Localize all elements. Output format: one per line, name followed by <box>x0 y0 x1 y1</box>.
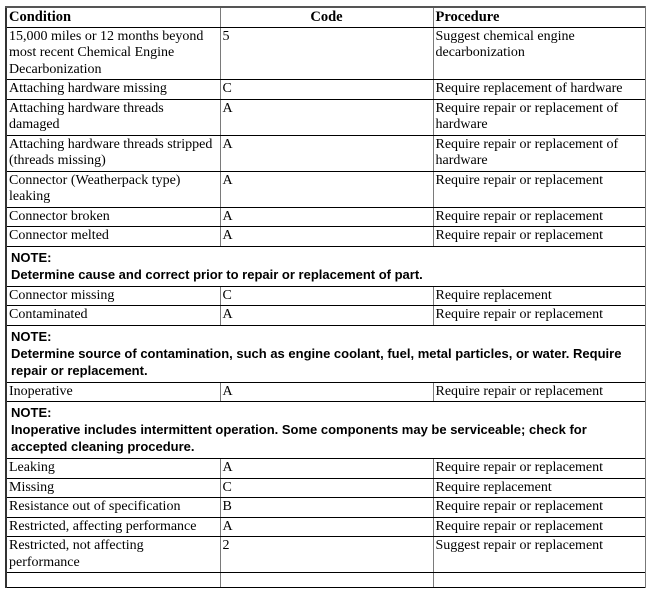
procedure-cell: Require replacement <box>433 478 646 498</box>
note-cell <box>6 325 646 382</box>
condition-cell: Restricted, not affecting performance <box>6 537 220 573</box>
note-cell <box>6 246 646 286</box>
code-cell: A <box>220 171 433 207</box>
code-cell: 2 <box>220 537 433 573</box>
code-cell: A <box>220 99 433 135</box>
condition-cell: Attaching hardware threads damaged <box>6 99 220 135</box>
code-cell: A <box>220 227 433 247</box>
table-row-empty <box>6 573 646 588</box>
table-row <box>6 135 646 171</box>
header-condition: Condition <box>6 7 220 27</box>
table-row <box>6 478 646 498</box>
procedure-cell: Require replacement <box>433 286 646 306</box>
empty-cell <box>220 573 433 588</box>
table-row <box>6 171 646 207</box>
procedure-cell: Require repair or replacement of hardware <box>433 135 646 171</box>
procedure-cell: Require repair or replacement of hardware <box>433 99 646 135</box>
note-row <box>6 246 646 286</box>
code-cell: A <box>220 306 433 326</box>
condition-cell: Attaching hardware missing <box>6 80 220 100</box>
condition-cell: Connector missing <box>6 286 220 306</box>
procedure-cell: Require repair or replacement <box>433 382 646 402</box>
condition-cell: Missing <box>6 478 220 498</box>
table-row <box>6 459 646 479</box>
code-cell: A <box>220 517 433 537</box>
condition-cell: Restricted, affecting performance <box>6 517 220 537</box>
table-row <box>6 286 646 306</box>
code-cell: 5 <box>220 27 433 80</box>
note-cell <box>6 402 646 459</box>
note-row <box>6 402 646 459</box>
condition-cell: Connector (Weatherpack type) leaking <box>6 171 220 207</box>
procedure-cell: Suggest repair or replacement <box>433 537 646 573</box>
note-label: NOTE: <box>11 249 52 265</box>
table-row <box>6 227 646 247</box>
empty-cell <box>433 573 646 588</box>
condition-cell: 15,000 miles or 12 months beyond most recent Chemical Engine Decarbonization <box>6 27 220 80</box>
header-procedure: Procedure <box>433 7 646 27</box>
procedure-cell: Require repair or replacement <box>433 227 646 247</box>
table-row <box>6 207 646 227</box>
condition-cell: Inoperative <box>6 382 220 402</box>
condition-cell: Connector broken <box>6 207 220 227</box>
table-row <box>6 537 646 573</box>
note-text: Inoperative includes intermittent operation. Some components may be serviceable; check for accepted cleaning procedure. <box>11 422 587 454</box>
procedure-cell: Require repair or replacement <box>433 171 646 207</box>
note-text: Determine source of contamination, such as engine coolant, fuel, metal particles, or water. Require repair or replacement. <box>11 345 622 378</box>
procedure-cell: Require replacement of hardware <box>433 80 646 100</box>
procedure-cell: Suggest chemical engine decarbonization <box>433 27 646 80</box>
condition-cell: Leaking <box>6 459 220 479</box>
code-cell: C <box>220 478 433 498</box>
table-row <box>6 99 646 135</box>
procedure-cell: Require repair or replacement <box>433 207 646 227</box>
table-row <box>6 498 646 518</box>
procedure-cell: Require repair or replacement <box>433 459 646 479</box>
table-header-row <box>6 7 646 27</box>
condition-cell: Contaminated <box>6 306 220 326</box>
note-label: NOTE: <box>11 405 52 420</box>
code-cell: A <box>220 459 433 479</box>
table-row <box>6 306 646 326</box>
note-row <box>6 325 646 382</box>
procedure-cell: Require repair or replacement <box>433 498 646 518</box>
table-row <box>6 80 646 100</box>
code-cell: C <box>220 80 433 100</box>
condition-code-table <box>5 6 646 588</box>
code-cell: B <box>220 498 433 518</box>
condition-cell: Resistance out of specification <box>6 498 220 518</box>
table-row <box>6 27 646 80</box>
note-text: Determine cause and correct prior to repair or replacement of part. <box>11 266 423 282</box>
note-label: NOTE: <box>11 328 52 344</box>
procedure-cell: Require repair or replacement <box>433 517 646 537</box>
code-cell: A <box>220 207 433 227</box>
condition-cell: Attaching hardware threads stripped (threads missing) <box>6 135 220 171</box>
code-cell: A <box>220 382 433 402</box>
procedure-cell: Require repair or replacement <box>433 306 646 326</box>
condition-cell: Connector melted <box>6 227 220 247</box>
code-cell: C <box>220 286 433 306</box>
header-code: Code <box>220 7 433 27</box>
inspection-document <box>5 6 645 588</box>
code-cell: A <box>220 135 433 171</box>
table-row <box>6 517 646 537</box>
empty-cell <box>6 573 220 588</box>
table-row <box>6 382 646 402</box>
